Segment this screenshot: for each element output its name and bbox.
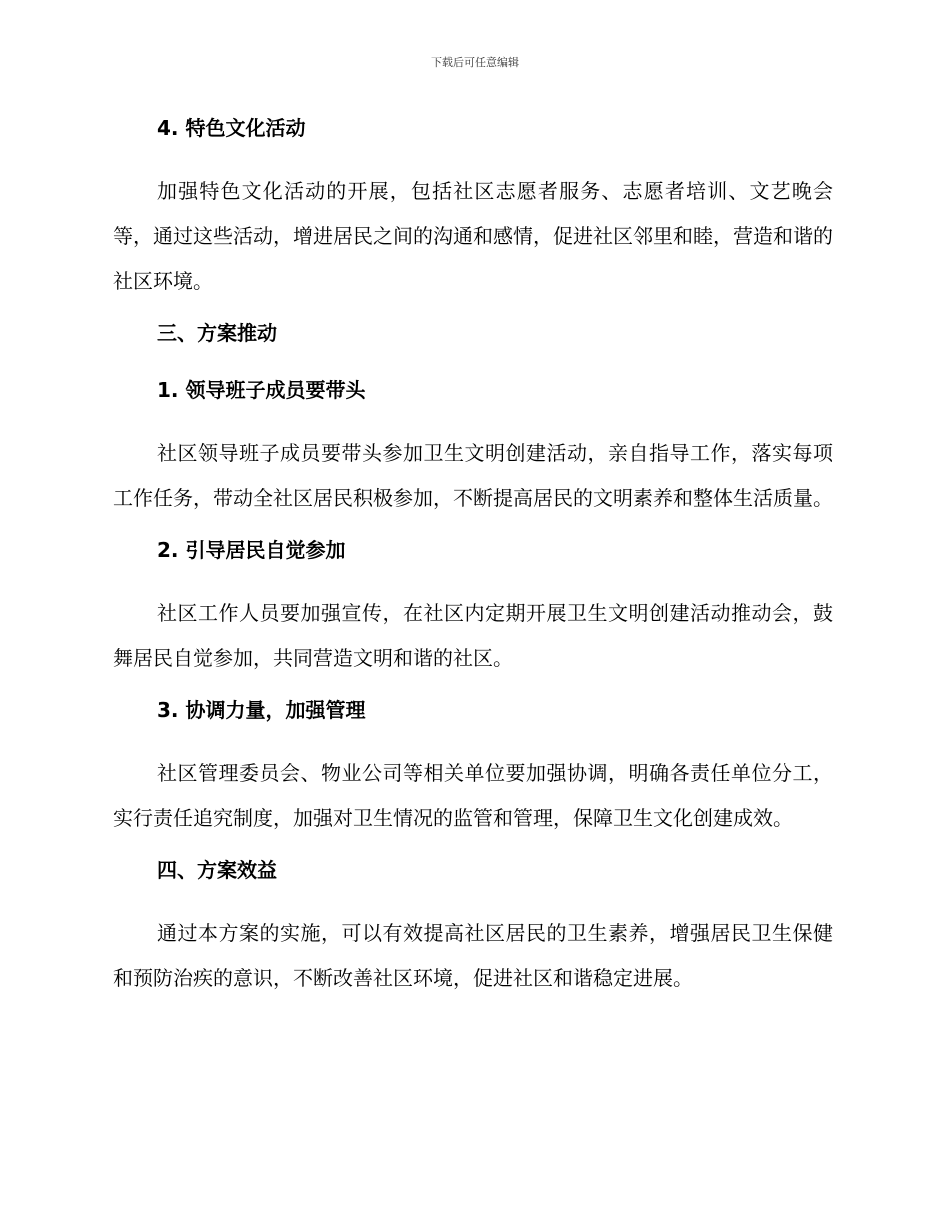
paragraph-leadership: 社区领导班子成员要带头参加卫生文明创建活动，亲自指导工作，落实每项工作任务，带动全社区居民积极参加，不断提高居民的文明素养和整体生活质量。 xyxy=(113,441,833,510)
section-heading-coordination: 3. 协调力量，加强管理 xyxy=(157,698,366,722)
paragraph-coordination: 社区管理委员会、物业公司等相关单位要加强协调，明确各责任单位分工，实行责任追究制度，加强对卫生情况的监管和管理，保障卫生文化创建成效。 xyxy=(113,761,833,830)
section-heading-guide-residents: 2. 引导居民自觉参加 xyxy=(157,538,346,562)
chapter-heading-plan-promotion: 三、方案推动 xyxy=(157,321,277,345)
page-header-note: 下载后可任意编辑 xyxy=(431,56,519,69)
paragraph-plan-benefits: 通过本方案的实施，可以有效提高社区居民的卫生素养，增强居民卫生保健和预防治疾的意识，不断改善社区环境，促进社区和谐稳定进展。 xyxy=(113,921,833,990)
paragraph-guide-residents: 社区工作人员要加强宣传，在社区内定期开展卫生文明创建活动推动会，鼓舞居民自觉参加，共同营造文明和谐的社区。 xyxy=(113,601,833,670)
chapter-heading-plan-benefits: 四、方案效益 xyxy=(157,858,277,882)
section-heading-special-culture: 4. 特色文化活动 xyxy=(157,116,306,140)
document-body xyxy=(113,112,833,1014)
paragraph-special-culture: 加强特色文化活动的开展，包括社区志愿者服务、志愿者培训、文艺晚会等，通过这些活动，增进居民之间的沟通和感情，促进社区邻里和睦，营造和谐的社区环境。 xyxy=(113,179,833,293)
section-heading-leadership: 1. 领导班子成员要带头 xyxy=(157,378,366,402)
